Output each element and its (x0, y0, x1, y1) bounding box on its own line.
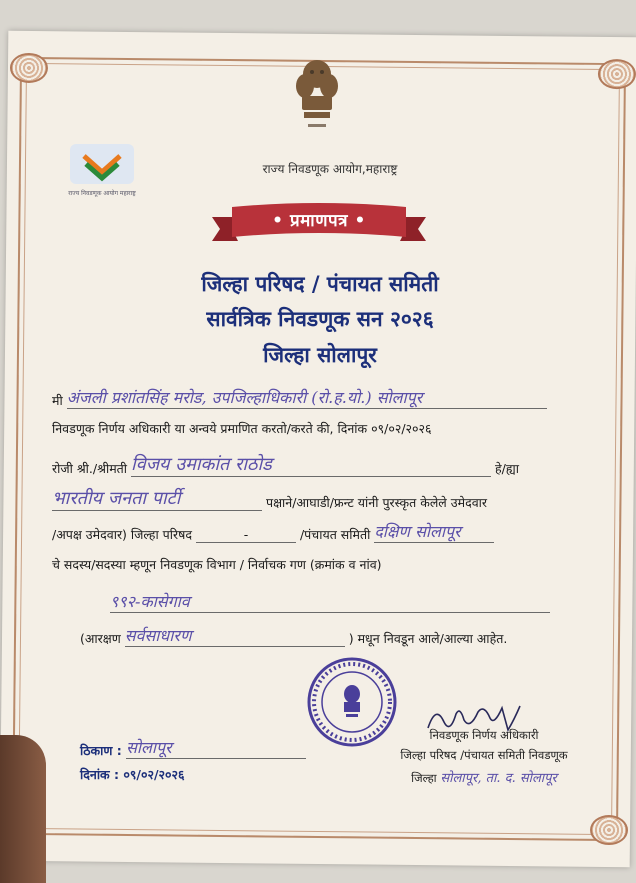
body-line-reservation (80, 624, 620, 648)
body-line-candidate (52, 452, 592, 476)
zp-value: - (196, 527, 296, 543)
signatory-title-3 (364, 768, 604, 786)
officer-prefix: मी (52, 393, 63, 408)
signatory-title-1: निवडणूक निर्णय अधिकारी (429, 728, 539, 742)
body-line-6: चे सदस्य/सदस्या म्हणून निवडणूक विभाग / निर्वाचक गण (क्रमांक व नांव) (52, 557, 382, 572)
body-line-officer (52, 386, 592, 410)
place-value: सोलापूर (126, 736, 306, 759)
body-line-party (52, 486, 592, 510)
candidate-name: विजय उमाकांत राठोड (131, 452, 491, 477)
body-line-zp (52, 520, 592, 544)
date-row (80, 766, 185, 783)
party-name: भारतीय जनता पार्टी (52, 486, 262, 511)
party-suffix: पक्षाने/आघाडी/फ्रन्ट यांनी पुरस्कृत केलेले उमेदवार (265, 495, 488, 510)
zp-prefix: /अपक्ष उमेदवार) जिल्हा परिषद (52, 527, 192, 542)
election-commission-logo (70, 144, 134, 184)
constituency-value: ९९२-कासेगाव (110, 590, 550, 613)
corner-ornament-icon (10, 53, 48, 83)
logo-caption: राज्य निवडणूक आयोग महाराष्ट्र (68, 190, 136, 197)
heading-line-1: जिल्हा परिषद / पंचायत समिती (201, 272, 439, 296)
place-label: ठिकाण : (80, 743, 122, 758)
signatory-district-value: सोलापूर, ता. द. सोलापूर (440, 771, 557, 786)
signatory-district-label: जिल्हा (411, 771, 437, 785)
body-line-constituency (110, 590, 636, 614)
corner-ornament-icon (598, 59, 636, 89)
signatory-title-2: जिल्हा परिषद /पंचायत समिती निवडणूक (400, 748, 568, 762)
panchayat-samiti-value: दक्षिण सोलापूर (374, 520, 494, 543)
place-row (80, 736, 306, 759)
reservation-value: सर्वसाधारण (125, 624, 345, 647)
reservation-suffix: ) मधून निवडून आले/आल्या आहेत. (348, 631, 508, 646)
candidate-prefix: रोजी श्री./श्रीमती (52, 461, 128, 476)
candidate-suffix: हे/ह्या (495, 461, 519, 476)
commission-name: राज्य निवडणूक आयोग,महाराष्ट्र (262, 162, 398, 176)
date-label: दिनांक : (80, 767, 120, 782)
heading-line-2: सार्वत्रिक निवडणूक सन २०२६ (206, 307, 434, 331)
heading-line-3: जिल्हा सोलापूर (263, 343, 377, 367)
body-line-2: निवडणूक निर्णय अधिकारी या अन्वये प्रमाणित करतो/करते की, दिनांक ०९/०२/२०२६ (52, 421, 432, 436)
corner-ornament-icon (590, 815, 628, 845)
national-emblem-icon (294, 56, 340, 146)
thumb (0, 735, 46, 883)
reservation-prefix: (आरक्षण (80, 631, 121, 646)
date-value: ०९/०२/२०२६ (123, 767, 185, 782)
ps-label: /पंचायत समिती (299, 527, 371, 542)
officer-name: अंजली प्रशांतसिंह मरोड, उपजिल्हाधिकारी (रो.ह.यो.) सोलापूर (67, 386, 547, 409)
certificate-title: • प्रमाणपत्र • (272, 211, 366, 231)
